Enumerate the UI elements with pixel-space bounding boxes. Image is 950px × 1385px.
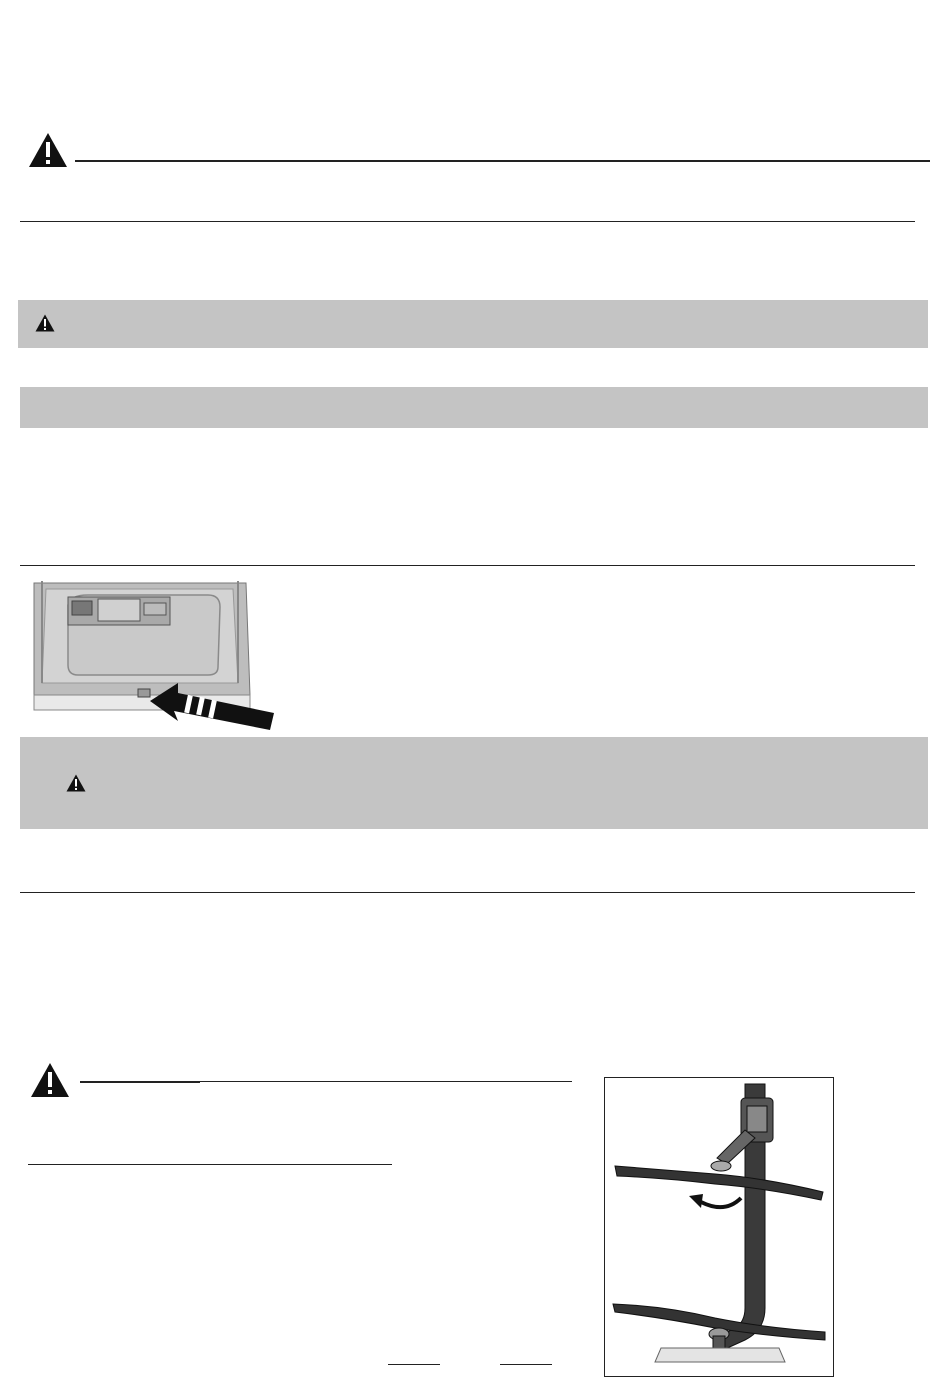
dispenser-tray-illustration: [28, 575, 278, 735]
warning-icon: [28, 132, 68, 168]
underline: [388, 1364, 440, 1365]
spray-arms-illustration: [604, 1077, 834, 1377]
warning-icon: [66, 774, 86, 792]
section-rule: [200, 1081, 572, 1082]
section-rule: [75, 160, 930, 162]
rotate-arrow-icon: [689, 1194, 741, 1208]
divider: [20, 565, 915, 566]
warning-icon: [30, 1062, 70, 1098]
heading-underline: [80, 1081, 200, 1083]
warning-banner: [20, 737, 928, 829]
divider: [20, 892, 915, 893]
divider: [20, 221, 915, 222]
warning-icon: [35, 314, 55, 332]
underline: [500, 1364, 552, 1365]
warning-banner: [18, 300, 928, 348]
divider: [28, 1164, 392, 1165]
section-heading-band: [20, 387, 928, 428]
